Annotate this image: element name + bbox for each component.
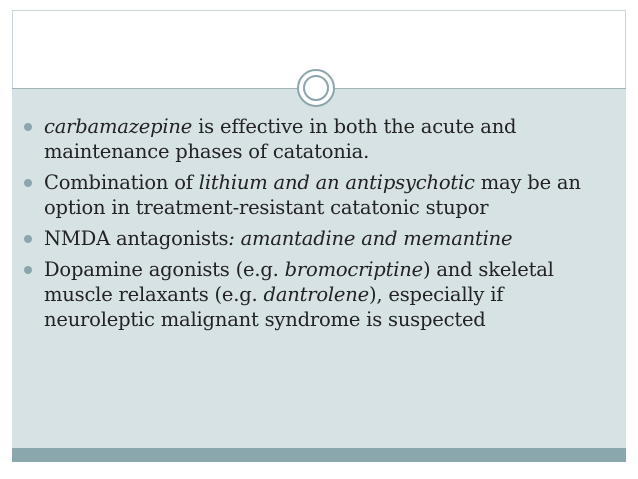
bullet-text: ) and skeletal muscle relaxants (e.g. <box>44 258 554 306</box>
bullet-text: Dopamine agonists (e.g. <box>44 258 285 281</box>
round-bullet-icon <box>24 179 32 187</box>
double-ring-circle-icon <box>297 69 335 107</box>
bullet-text-italic: bromocriptine <box>284 258 423 281</box>
bullet-text-italic: : amantadine and memantine <box>228 227 513 250</box>
bullet-text: Combination of <box>44 171 199 194</box>
round-bullet-icon <box>24 266 32 274</box>
inner-ring <box>303 75 329 101</box>
bullet-text: is effective in both the acute and maintenance phases of catatonia. <box>44 115 517 163</box>
round-bullet-icon <box>24 123 32 131</box>
bullet-text: ), especially if neuroleptic malignant syndrome is suspected <box>44 283 504 331</box>
bullet-text: NMDA antagonists <box>44 227 229 250</box>
bullet-list <box>22 114 618 338</box>
bullet-text-italic: lithium and an antipsychotic <box>198 171 475 194</box>
bullet-item <box>22 226 618 251</box>
round-bullet-icon <box>24 235 32 243</box>
bullet-item <box>22 114 618 164</box>
bullet-text: may be an option in treatment-resistant catatonic stupor <box>44 171 581 219</box>
bullet-text-italic: carbamazepine <box>44 115 193 138</box>
bullet-item <box>22 170 618 220</box>
footer-bar <box>12 448 626 462</box>
bullet-item <box>22 257 618 332</box>
bullet-text-italic: dantrolene <box>263 283 369 306</box>
